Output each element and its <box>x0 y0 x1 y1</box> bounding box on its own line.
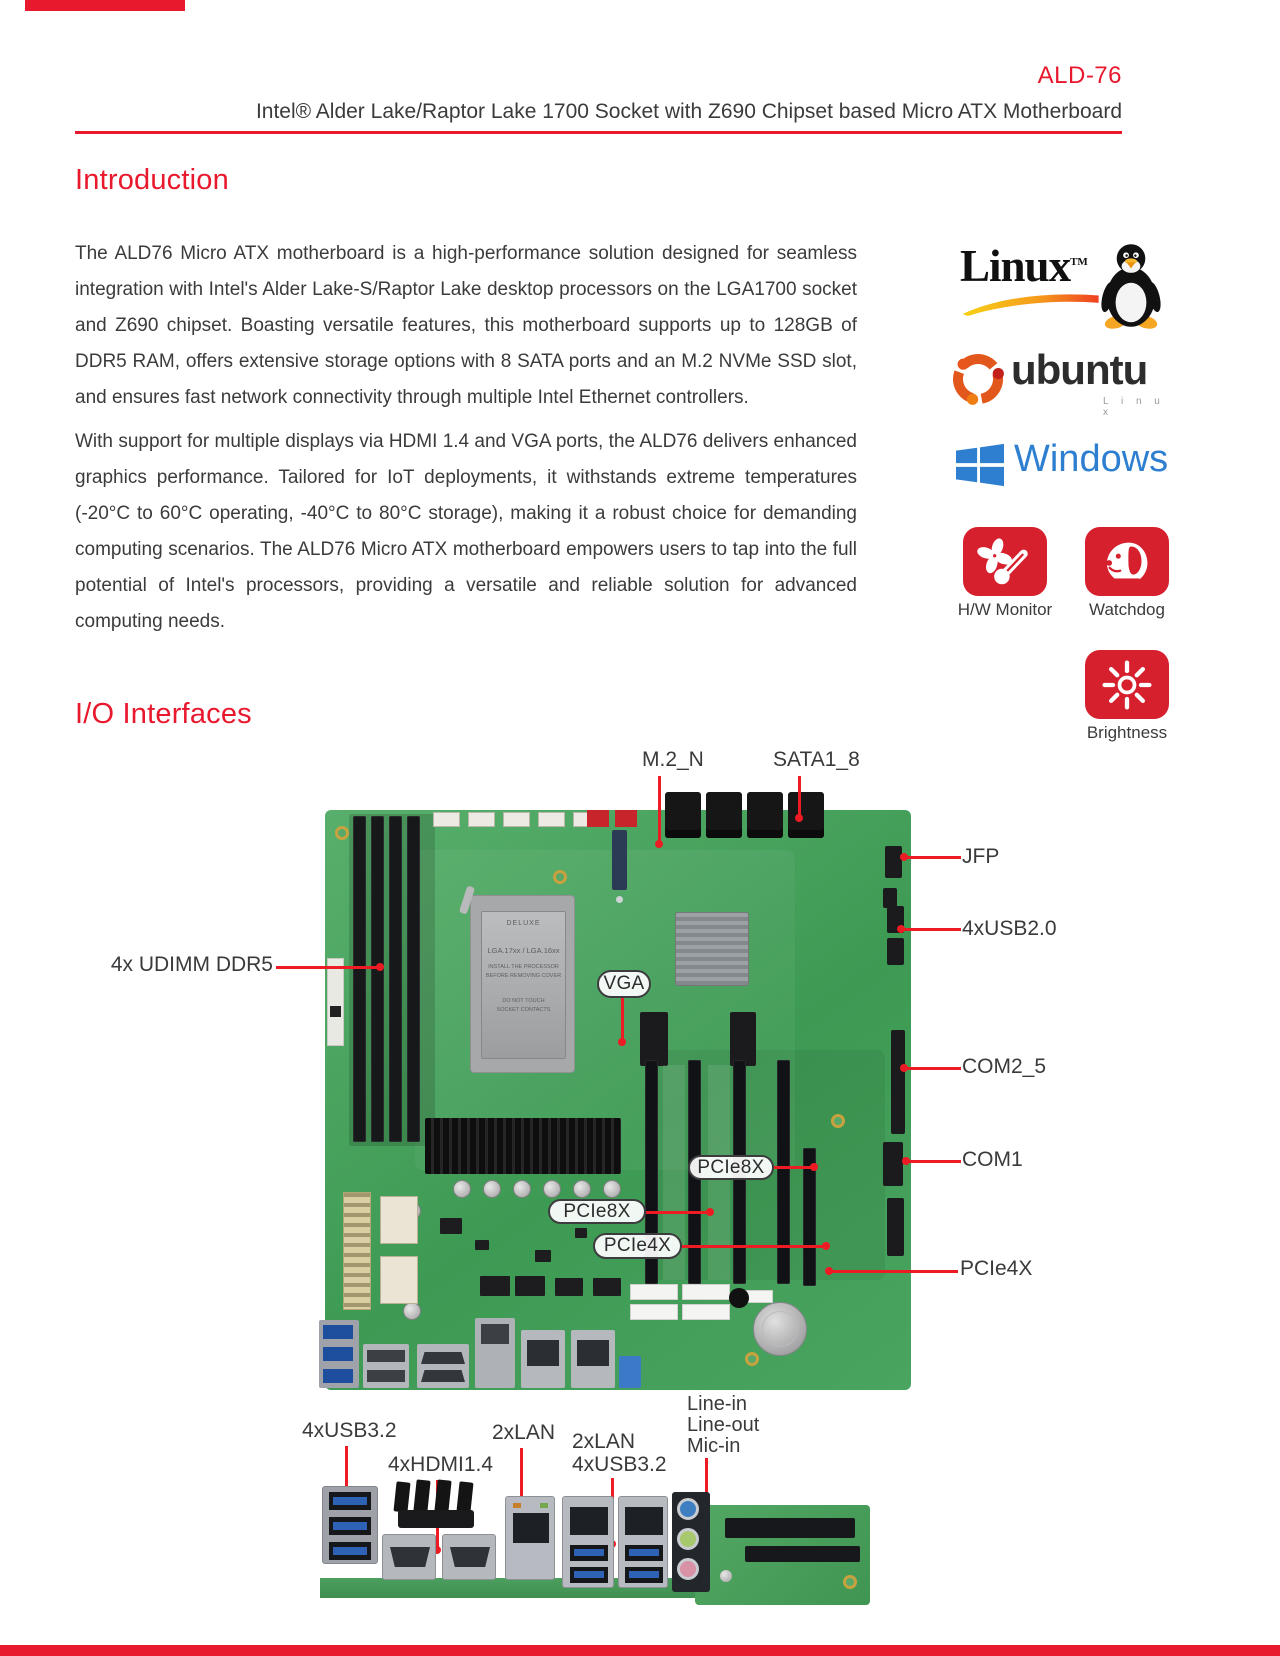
pin-header <box>456 1481 473 1512</box>
fan-header <box>538 812 565 827</box>
usb3-port <box>323 1325 353 1339</box>
usb3-tongue <box>574 1549 604 1556</box>
watchdog-dog-icon <box>1098 536 1156 588</box>
mounting-hole <box>745 1352 759 1366</box>
lan-opening <box>513 1513 549 1543</box>
callout-line-in: Line-in <box>687 1393 748 1415</box>
lan-port <box>521 1330 565 1388</box>
brightness-badge <box>1085 650 1169 719</box>
pill-pcie8x-b-label: PCIe8X <box>563 1200 631 1222</box>
lan-opening <box>527 1340 559 1366</box>
barcode-label <box>682 1284 730 1300</box>
usb3-tongue <box>629 1571 659 1578</box>
callout-pcie4x-right: PCIe4X <box>960 1257 1033 1280</box>
pcie-slot <box>777 1060 790 1284</box>
usb3-port <box>323 1369 353 1383</box>
introduction-paragraph-2: With support for multiple displays via HDMI 1.4 and VGA ports, the ALD76 delivers enhanced graphics performance. Tailored for IoT deployments, it withstands extreme temperatures (-20°C to 60°C operating, -40°C to 80°C storage), making it a robust choice for demanding computing scenarios. The ALD76 Micro ATX motherboard empowers users to tap into the full potential of Intel's processors, providing a versatile and reliable solution for advanced computing needs. <box>75 431 857 632</box>
callout-com1: COM1 <box>962 1148 1023 1171</box>
leader-dot <box>900 1064 908 1072</box>
capacitor <box>720 1570 732 1582</box>
callout-udimm: 4x UDIMM DDR5 <box>110 953 273 976</box>
line-in-jack <box>677 1498 699 1520</box>
callout-jfp: JFP <box>962 845 1000 868</box>
brightness-sun-icon <box>1098 657 1156 713</box>
pin-header <box>434 1479 451 1512</box>
callout-line-out: Line-out <box>687 1414 760 1436</box>
callout-hdmi: 4xHDMI1.4 <box>388 1453 494 1476</box>
usb3-tongue <box>574 1571 604 1578</box>
power-connector <box>730 1012 756 1066</box>
mounting-hole <box>335 826 349 840</box>
ic-chip <box>575 1228 587 1238</box>
watchdog-badge <box>1085 527 1169 596</box>
lan-opening <box>570 1507 608 1535</box>
m2-slot <box>612 830 627 890</box>
jfp-header <box>885 846 902 878</box>
hw-monitor-badge <box>963 527 1047 596</box>
barcode-label <box>682 1304 730 1320</box>
ic-chip <box>475 1240 489 1250</box>
callout-usb32-left: 4xUSB3.2 <box>302 1419 397 1442</box>
dimm-slot <box>407 816 420 1142</box>
capacitor <box>573 1180 591 1198</box>
red-header <box>587 810 609 827</box>
audio-connector <box>619 1356 641 1388</box>
page-top-accent-bar <box>25 0 185 11</box>
line-out-jack <box>677 1528 699 1550</box>
ic-chip <box>440 1218 462 1234</box>
pin-header <box>887 1198 904 1256</box>
introduction-heading: Introduction <box>75 164 229 196</box>
dimm-slot <box>389 816 402 1142</box>
callout-sata: SATA1_8 <box>773 748 860 771</box>
socket-note: BEFORE REMOVING COVER <box>485 973 562 979</box>
page-subtitle: Intel® Alder Lake/Raptor Lake 1700 Socket with Z690 Chipset based Micro ATX Motherboard <box>255 100 1122 123</box>
callout-lan-left: 2xLAN <box>492 1421 556 1444</box>
serial-sticker <box>327 958 344 1046</box>
pin-header <box>883 888 897 908</box>
dimm-slot <box>371 816 384 1142</box>
io-block <box>475 1318 515 1388</box>
cmos-battery <box>753 1302 807 1356</box>
leader-m2 <box>658 776 661 846</box>
lan-port <box>505 1496 555 1580</box>
ubuntu-wordmark: ubuntu <box>1011 346 1148 393</box>
ic-chip <box>555 1278 583 1296</box>
pill-pcie4x <box>593 1233 682 1259</box>
pin-header <box>393 1481 410 1512</box>
leader-com25 <box>905 1067 961 1070</box>
callout-usb2: 4xUSB2.0 <box>962 917 1057 940</box>
hdmi-port <box>382 1534 436 1580</box>
leader-jfp <box>905 856 961 859</box>
pin-header-base <box>398 1510 474 1528</box>
hdmi-port <box>442 1534 496 1580</box>
lan-port <box>571 1330 615 1388</box>
pin-header <box>413 1479 430 1512</box>
lan-led <box>540 1503 548 1508</box>
leader-dot <box>618 1038 626 1046</box>
usb3-stack <box>319 1320 359 1388</box>
ic-chip <box>593 1278 621 1296</box>
capacitor <box>603 1180 621 1198</box>
barcode-label <box>630 1304 678 1320</box>
hdmi-port <box>421 1370 465 1382</box>
usb3-tongue <box>629 1549 659 1556</box>
battery-ring <box>762 1311 798 1347</box>
hdmi-opening <box>390 1547 430 1567</box>
watchdog-label: Watchdog <box>1089 600 1165 619</box>
socket-note: DO NOT TOUCH <box>502 998 545 1004</box>
lan-usb-stack <box>618 1496 668 1588</box>
ic-chip <box>535 1250 551 1262</box>
hdmi-opening <box>450 1547 490 1567</box>
usb3-port <box>323 1347 353 1361</box>
usb3-stack <box>322 1486 378 1564</box>
usb3-port <box>570 1567 608 1583</box>
socket-note: SOCKET CONTACTS <box>496 1007 551 1013</box>
audio-jack-panel <box>672 1492 710 1592</box>
linux-logo <box>960 238 1175 338</box>
buzzer <box>729 1288 749 1308</box>
callout-lan-right-line: 2xLAN <box>572 1430 636 1453</box>
com2-5-header <box>891 1030 905 1134</box>
power-header <box>380 1256 418 1304</box>
leader-dot <box>655 840 663 848</box>
leader-dot <box>810 1163 818 1171</box>
windows-flag-icon <box>956 443 1004 487</box>
usb-ports <box>363 1344 409 1388</box>
usb2-header <box>887 938 904 965</box>
usb3-port <box>329 1492 371 1510</box>
linux-wordmark: Linux™ <box>960 241 1088 291</box>
leader-dot <box>897 925 905 933</box>
motherboard-photo <box>325 810 911 1390</box>
linux-swoosh <box>958 288 1103 316</box>
mic-in-jack <box>677 1558 699 1580</box>
linux-tm: TM <box>1070 256 1088 268</box>
lan-usb-stack <box>562 1496 614 1588</box>
leader-dot <box>706 1208 714 1216</box>
lan-led <box>513 1503 521 1508</box>
usb3-port <box>329 1542 371 1560</box>
pcb-area <box>695 1505 870 1605</box>
dimm-slot <box>353 816 366 1142</box>
pill-vga-label: VGA <box>603 973 645 994</box>
ubuntu-sub-label: L i n u x <box>1103 396 1165 418</box>
introduction-paragraph-1: The ALD76 Micro ATX motherboard is a high-performance solution designed for seamless integration with Intel's Alder Lake-S/Raptor Lake desktop processors on the LGA1700 socket and Z690 chipset. Boasting versatile features, this motherboard supports up to 128GB of DDR5 RAM, offers extensive storage options with 8 SATA ports and an M.2 NVMe SSD slot, and ensures fast network connectivity through multiple Intel Ethernet controllers. <box>75 243 857 408</box>
barcode-label <box>630 1284 678 1300</box>
pill-vga <box>597 970 651 998</box>
header-rule <box>75 131 1122 134</box>
leader-pcie8x-b <box>646 1211 712 1214</box>
usb3-tongue <box>333 1497 367 1505</box>
tux-penguin-icon <box>1098 238 1164 334</box>
usb-port <box>367 1370 405 1382</box>
rear-io-panel-photo <box>300 1480 870 1612</box>
pill-pcie8x-b <box>548 1199 646 1224</box>
page-bottom-accent-bar <box>0 1645 1280 1656</box>
capacitor <box>513 1180 531 1198</box>
hdmi-port <box>421 1352 465 1364</box>
lan-opening <box>625 1507 663 1535</box>
lan-opening <box>577 1340 609 1366</box>
leader-udimm <box>276 966 380 969</box>
leader-pcie4x-right <box>830 1270 958 1273</box>
sata-ports <box>747 792 783 838</box>
windows-logo <box>956 438 1176 492</box>
mounting-hole <box>831 1114 845 1128</box>
pill-pcie8x-a <box>688 1155 774 1180</box>
usb3-port <box>329 1517 371 1535</box>
usb3-port <box>625 1545 663 1561</box>
leader-dot <box>822 1242 830 1250</box>
brightness-label: Brightness <box>1086 723 1168 742</box>
leader-dot <box>795 814 803 822</box>
leader-pcie4x <box>682 1245 828 1248</box>
leader-dot <box>900 853 908 861</box>
usb3-tongue <box>333 1547 367 1555</box>
leader-com1 <box>907 1160 961 1163</box>
product-code: ALD-76 <box>1037 62 1122 89</box>
leader-dot <box>376 963 384 971</box>
fan-header <box>433 812 460 827</box>
sata-ports <box>788 792 824 838</box>
mounting-hole <box>553 870 567 884</box>
atx-24pin-connector <box>343 1192 371 1310</box>
capacitor <box>403 1302 421 1320</box>
hw-monitor-label: H/W Monitor <box>957 600 1053 619</box>
callout-audio <box>687 1394 759 1457</box>
ubuntu-circle-icon <box>951 352 1005 406</box>
ic-chip <box>515 1276 545 1296</box>
callout-m2: M.2_N <box>642 748 704 771</box>
socket-title: LGA.17xx / LGA.16xx <box>487 946 560 955</box>
power-connector <box>640 1012 668 1066</box>
pill-pcie4x-label: PCIe4X <box>603 1235 672 1256</box>
windows-wordmark: Windows <box>1014 438 1169 480</box>
com1-header <box>883 1142 903 1186</box>
usb-port <box>367 1350 405 1362</box>
vrm-heatsink <box>425 1118 621 1174</box>
leader-dot <box>825 1267 833 1275</box>
capacitor <box>453 1180 471 1198</box>
qr-code <box>330 1006 341 1017</box>
ic-chip <box>480 1276 510 1296</box>
hdmi-ports <box>417 1344 469 1388</box>
socket-cover <box>481 911 566 1059</box>
slot <box>725 1518 855 1538</box>
leader-dot <box>902 1157 910 1165</box>
pill-pcie8x-a-label: PCIe8X <box>697 1156 765 1178</box>
red-header <box>615 810 637 827</box>
usb3-port <box>625 1567 663 1583</box>
usb3-tongue <box>333 1522 367 1530</box>
fan-thermometer-icon <box>974 536 1036 588</box>
capacitor <box>483 1180 501 1198</box>
cpu-socket <box>470 895 575 1073</box>
capacitor <box>543 1180 561 1198</box>
leader-usb2 <box>902 928 961 931</box>
io-interfaces-heading: I/O Interfaces <box>75 698 252 730</box>
m2-standoff <box>616 896 623 903</box>
ubuntu-logo <box>951 346 1171 418</box>
sata-ports <box>706 792 742 838</box>
power-header <box>380 1196 418 1244</box>
fan-header <box>503 812 530 827</box>
mounting-hole <box>843 1575 857 1589</box>
chipset-heatsink <box>675 912 749 986</box>
callout-usb32-right-line: 4xUSB3.2 <box>572 1453 667 1476</box>
socket-note: INSTALL THE PROCESSOR <box>488 964 559 970</box>
callout-com25: COM2_5 <box>962 1055 1047 1078</box>
sata-ports <box>665 792 701 838</box>
callout-lan-usb32-right <box>572 1430 667 1476</box>
fan-header <box>468 812 495 827</box>
io-opening <box>481 1324 509 1344</box>
callout-mic-in: Mic-in <box>687 1435 741 1457</box>
socket-brand: DELUXE <box>506 920 541 927</box>
slot <box>745 1546 860 1562</box>
usb3-port <box>570 1545 608 1561</box>
